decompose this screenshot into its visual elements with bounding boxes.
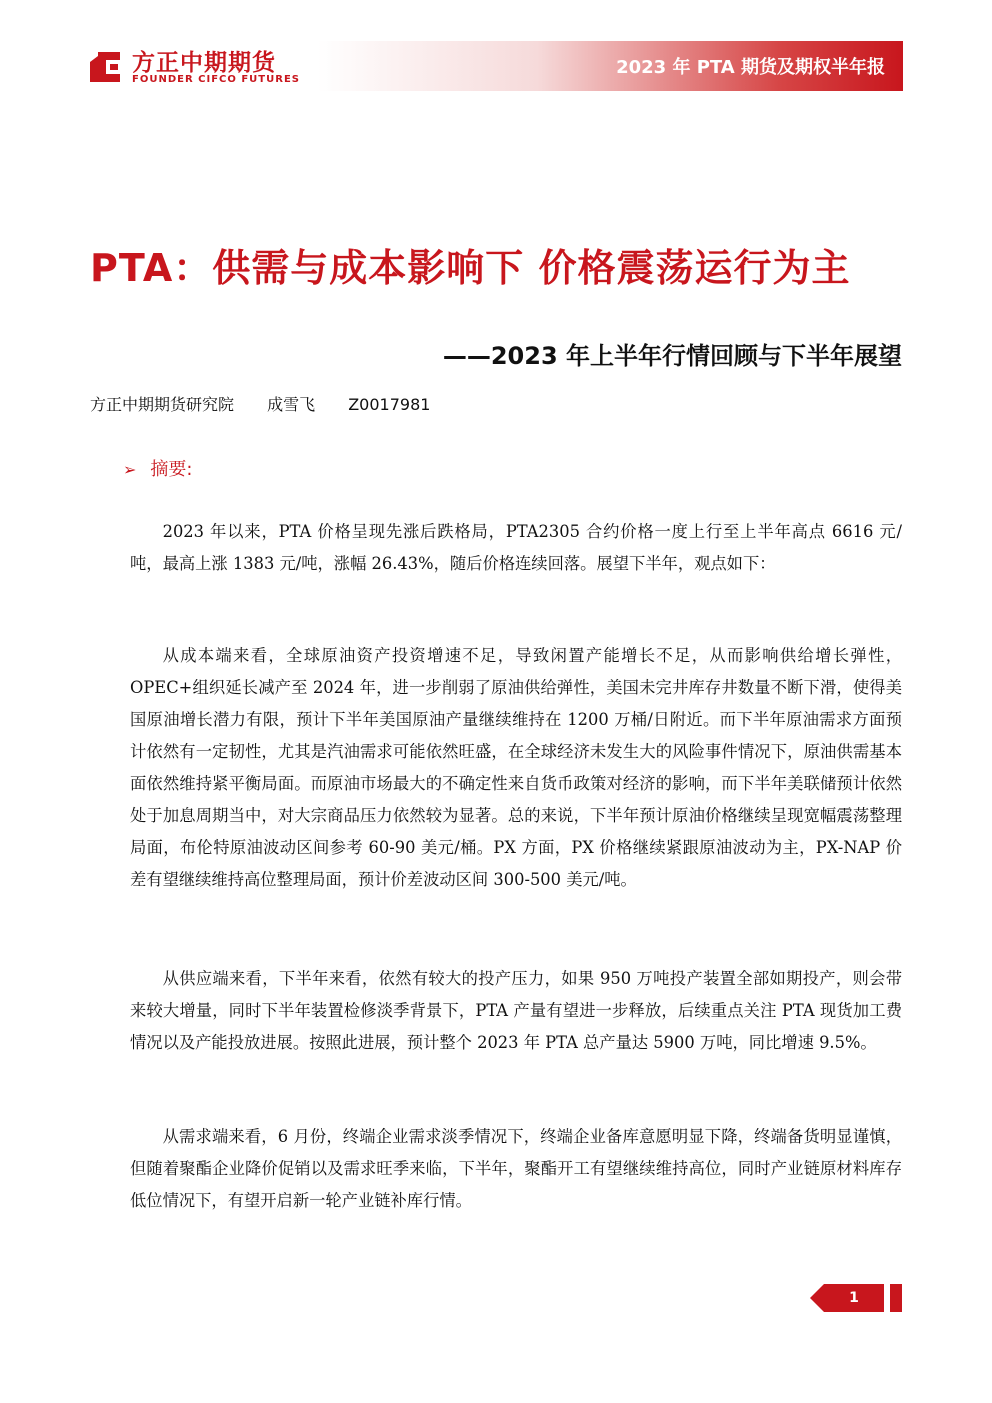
author-line [90, 392, 458, 415]
analyst-name: 成雪飞 [267, 395, 316, 414]
page-title: PTA：供需与成本影响下 价格震荡运行为主 [90, 246, 851, 290]
institute-name: 方正中期期货研究院 [90, 395, 235, 414]
founder-logo-icon [90, 48, 128, 86]
page-subtitle: ——2023 年上半年行情回顾与下半年展望 [442, 342, 902, 370]
summary-paragraph-supply: 从供应端来看，下半年来看，依然有较大的投产压力，如果 950 万吨投产装置全部如期投产，则会带来较大增量，同时下半年装置检修淡季背景下，PTA 产量有望进一步释放，后续重点关注 PTA 现货加工费情况以及产能投放进展。按照此进展，预计整个 2023 年 PTA 总产量达 5900 万吨，同比增速 9.5%。 [130, 969, 902, 1052]
logo-text-en: FOUNDER CIFCO FUTURES [132, 74, 300, 85]
summary-paragraph-overview: 2023 年以来，PTA 价格呈现先涨后跌格局，PTA2305 合约价格一度上行至上半年高点 6616 元/吨，最高上涨 1383 元/吨，涨幅 26.43%，随后价格连续回落。展望下半年，观点如下： [130, 522, 902, 573]
summary-paragraph-demand: 从需求端来看，6 月份，终端企业需求淡季情况下，终端企业备库意愿明显下降，终端备货明显谨慎，但随着聚酯企业降价促销以及需求旺季来临，下半年，聚酯开工有望继续维持高位，同时产业链原材料库存低位情况下，有望开启新一轮产业链补库行情。 [130, 1127, 902, 1210]
page-number: 1 [849, 1290, 859, 1306]
summary-paragraph-cost: 从成本端来看，全球原油资产投资增速不足，导致闲置产能增长不足，从而影响供给增长弹性，OPEC+组织延长减产至 2024 年，进一步削弱了原油供给弹性，美国未完井库存井数量不断下滑，使得美国原油增长潜力有限，预计下半年美国原油产量继续维持在 1200 万桶/日附近。而下半年原油需求方面预计依然有一定韧性，尤其是汽油需求可能依然旺盛，在全球经济未发生大的风险事件情况下，原油供需基本面依然维持紧平衡局面。而原油市场最大的不确定性来自货币政策对经济的影响，而下半年美联储预计依然处于加息周期当中，对大宗商品压力依然较为显著。总的来说，下半年预计原油价格继续呈现宽幅震荡整理局面，布伦特原油波动区间参考 60-90 美元/桶。PX 方面，PX 价格继续紧跟原油波动为主，PX-NAP 价差有望继续维持高位整理局面，预计价差波动区间 300-500 美元/吨。 [130, 646, 902, 889]
license-number: Z0017981 [348, 395, 431, 414]
page-number-badge [810, 1284, 902, 1312]
arrow-bullet-icon: ➢ [123, 460, 137, 479]
page-header [90, 41, 903, 91]
report-title: 2023 年 PTA 期货及期权半年报 [616, 57, 885, 78]
page-number-bar [890, 1284, 902, 1312]
summary-heading [123, 455, 192, 481]
summary-heading-label: 摘要: [150, 459, 193, 480]
logo-text-cn: 方正中期期货 [132, 50, 276, 76]
